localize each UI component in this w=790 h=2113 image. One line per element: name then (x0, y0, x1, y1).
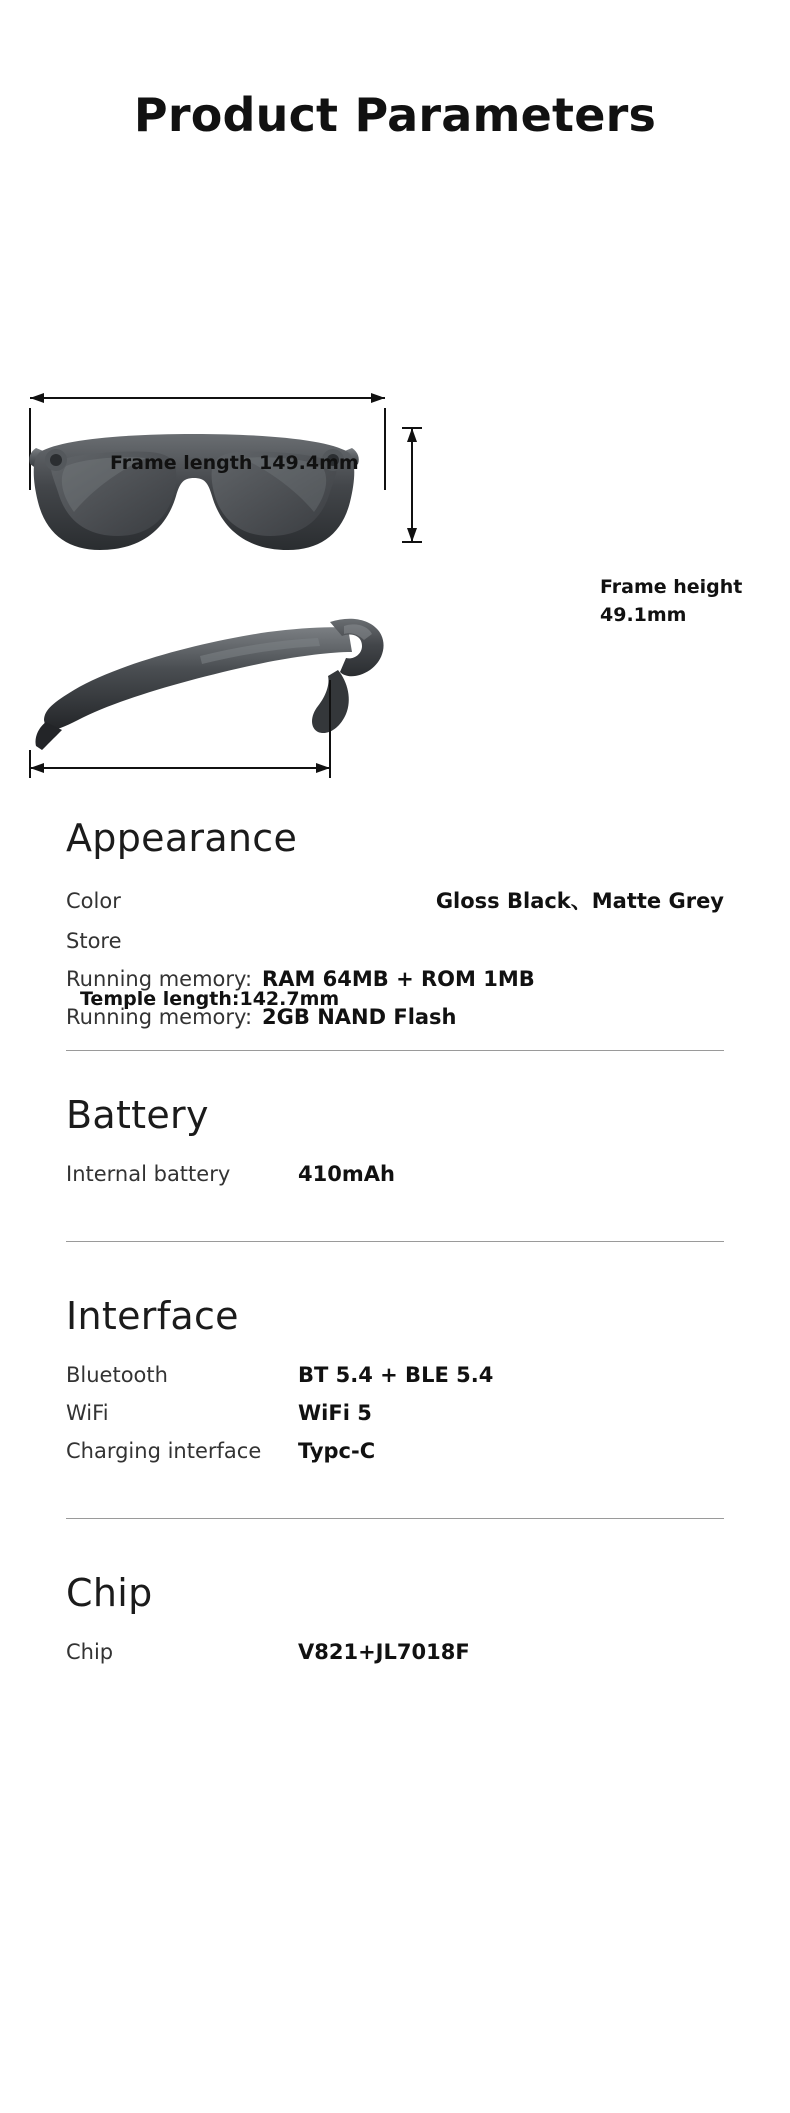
divider-appearance (66, 1050, 724, 1051)
spec-value-bluetooth: BT 5.4 + BLE 5.4 (298, 1363, 494, 1387)
section-heading-appearance: Appearance (66, 816, 298, 860)
spec-value-wifi: WiFi 5 (298, 1401, 372, 1425)
spec-row-store (66, 922, 724, 960)
spec-row-wifi (66, 1394, 724, 1432)
section-heading-battery: Battery (66, 1093, 209, 1137)
page-title: Product Parameters (133, 88, 657, 142)
temple-length-label: Temple length:142.7mm (80, 988, 340, 1010)
spec-key-store: Store (66, 929, 122, 953)
spec-value-running-memory-nand: 2GB NAND Flash (262, 1005, 457, 1029)
spec-value-running-memory-ram: RAM 64MB + ROM 1MB (262, 967, 535, 991)
spec-row-color (66, 878, 724, 922)
spec-key-chip: Chip (66, 1640, 114, 1664)
section-interface (66, 1294, 724, 1519)
spec-key-running-memory-ram: Running memory: (66, 967, 253, 991)
spec-row-internal-battery (66, 1155, 724, 1193)
spec-key-bluetooth: Bluetooth (66, 1363, 168, 1387)
spec-value-color: Gloss Black、Matte Grey (435, 889, 724, 913)
divider-battery (66, 1241, 724, 1242)
spec-row-chip (66, 1633, 724, 1671)
section-heading-interface: Interface (66, 1294, 239, 1338)
spec-key-charging-interface: Charging interface (66, 1439, 262, 1463)
spec-key-internal-battery: Internal battery (66, 1162, 231, 1186)
frame-height-label: Frame height 49.1mm (600, 576, 743, 626)
section-appearance (66, 816, 724, 1051)
section-heading-chip: Chip (66, 1571, 153, 1615)
spec-value-charging-interface: Typc-C (298, 1439, 376, 1463)
spec-key-wifi: WiFi (66, 1401, 109, 1425)
spec-key-color: Color (66, 889, 121, 913)
spec-value-chip: V821+JL7018F (298, 1640, 470, 1664)
specifications (0, 816, 790, 1671)
section-battery (66, 1093, 724, 1242)
divider-interface (66, 1518, 724, 1519)
frame-length-label: Frame length 149.4mm (110, 452, 359, 474)
spec-value-internal-battery: 410mAh (298, 1162, 395, 1186)
spec-row-bluetooth (66, 1356, 724, 1394)
spec-row-charging-interface (66, 1432, 724, 1470)
spec-key-running-memory-nand: Running memory: (66, 1005, 253, 1029)
glasses-illustration (0, 190, 790, 790)
section-chip (66, 1571, 724, 1671)
